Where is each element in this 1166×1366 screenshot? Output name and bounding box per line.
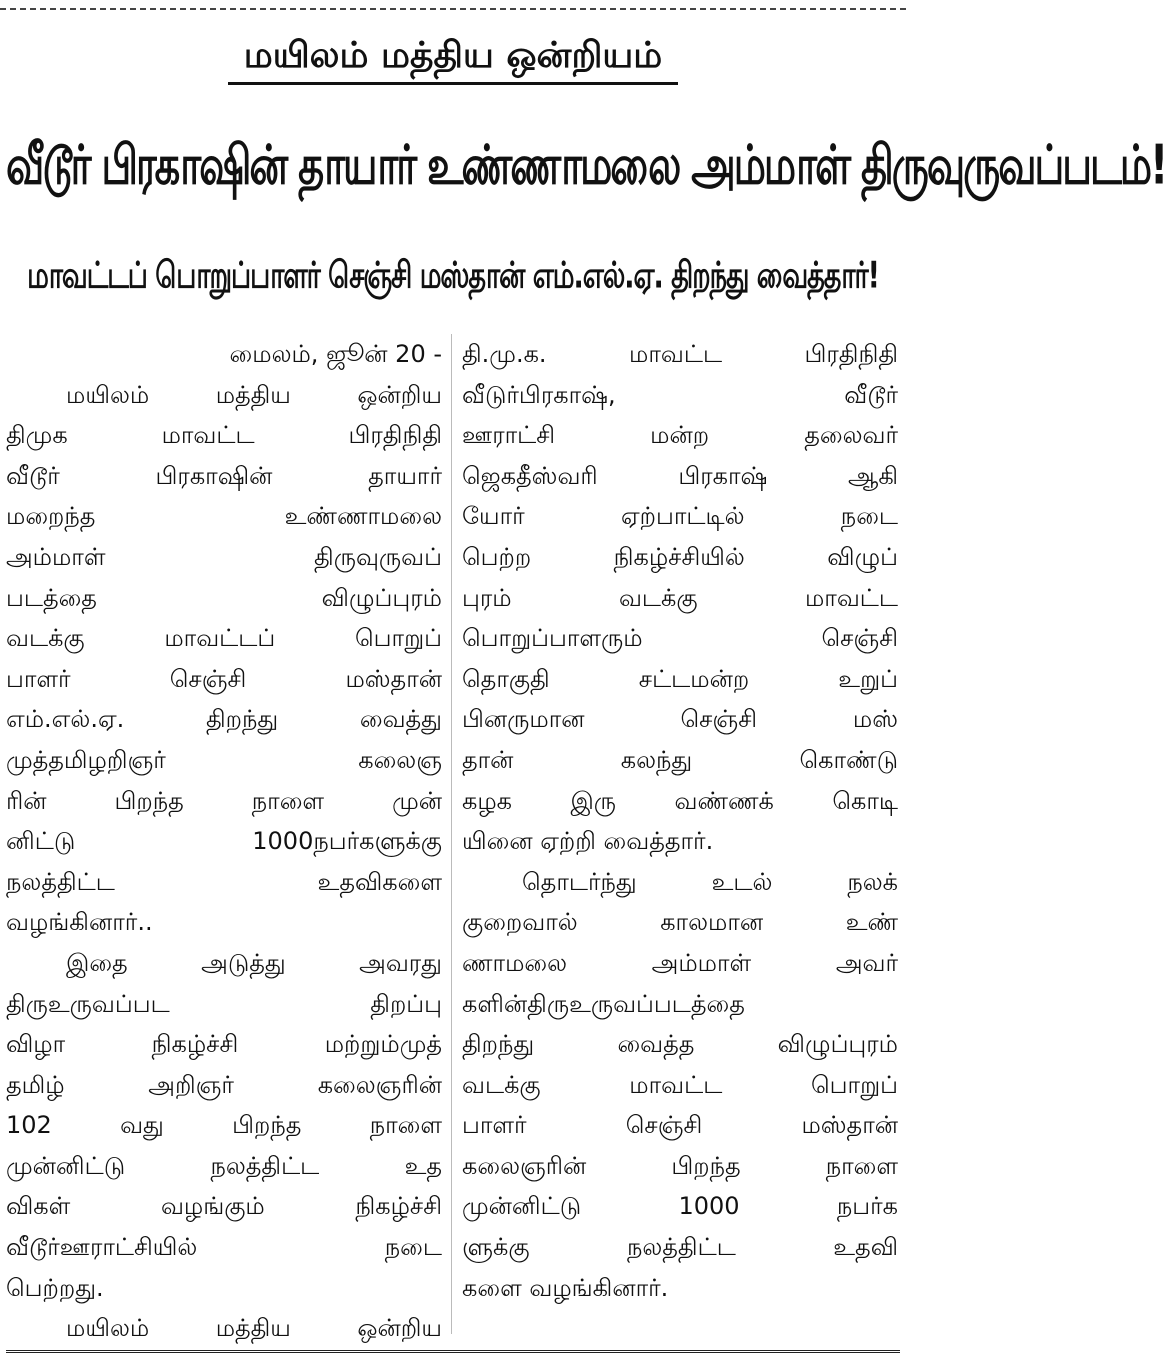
text-line: பொறுப்பாளரும் செஞ்சி: [462, 624, 898, 653]
dateline: மைலம், ஜூன் 20 -: [229, 340, 442, 368]
section-heading-text: மயிலம் மத்திய ஒன்றியம்: [228, 30, 679, 85]
text-line: வீடூர்ஊராட்சியில் நடை: [6, 1233, 442, 1262]
text-line: திமுக மாவட்ட பிரதிநிதி: [6, 421, 442, 450]
text-line: மயிலம் மத்திய ஒன்றிய: [66, 380, 442, 409]
text-line: விழா நிகழ்ச்சி மற்றும்முத்: [6, 1030, 442, 1059]
text-line: ளுக்கு நலத்திட்ட உதவி: [462, 1233, 898, 1262]
text-line: வீடூர் பிரகாஷின் தாயார்: [6, 461, 442, 490]
text-line: 102 வது பிறந்த நாளை: [6, 1111, 442, 1140]
text-line: தி.மு.க. மாவட்ட பிரதிநிதி: [462, 340, 898, 368]
text-line: களின்திருஉருவப்படத்தை: [462, 989, 745, 1018]
text-line: முத்தமிழறிஞர் கலைஞ: [6, 745, 442, 774]
text-line: இதை அடுத்து அவரது: [66, 948, 442, 977]
text-line: விகள் வழங்கும் நிகழ்ச்சி: [6, 1192, 442, 1221]
text-line: திருஉருவப்பட திறப்பு: [6, 989, 442, 1018]
text-line: கலைஞரின் பிறந்த நாளை: [462, 1151, 898, 1180]
text-line: குறைவால் காலமான உண்: [462, 908, 898, 937]
text-line: நலத்திட்ட உதவிகளை: [6, 867, 442, 896]
bottom-border: [6, 1350, 900, 1353]
text-line: புரம் வடக்கு மாவட்ட: [462, 583, 898, 612]
text-line: வடக்கு மாவட்ட பொறுப்: [462, 1070, 898, 1099]
text-line: பாளர் செஞ்சி மஸ்தான்: [462, 1111, 898, 1140]
text-line: ரின் பிறந்த நாளை முன்: [6, 786, 442, 815]
text-line: படத்தை விழுப்புரம்: [6, 583, 442, 612]
text-line: பெற்றது.: [6, 1273, 104, 1302]
text-line: வடக்கு மாவட்டப் பொறுப்: [6, 624, 442, 653]
text-line: தமிழ் அறிஞர் கலைஞரின்: [6, 1070, 442, 1099]
text-line: பாளர் செஞ்சி மஸ்தான்: [6, 664, 442, 693]
text-line: யினை ஏற்றி வைத்தார்.: [462, 827, 714, 856]
article-column-right: [462, 334, 898, 1308]
text-line: களை வழங்கினார்.: [462, 1273, 669, 1302]
text-line: கழக இரு வண்ணக் கொடி: [462, 786, 898, 815]
text-line: ஜெகதீஸ்வரி பிரகாஷ் ஆகி: [462, 461, 898, 490]
text-line: முன்னிட்டு 1000 நபர்க: [462, 1192, 898, 1221]
headline: வீடூர் பிரகாஷின் தாயார் உண்ணாமலை அம்மாள் திருவுருவப்படம்!: [6, 135, 1166, 198]
text-line: பினருமான செஞ்சி மஸ்: [462, 705, 898, 734]
text-line: பெற்ற நிகழ்ச்சியில் விழுப்: [462, 542, 898, 571]
text-line: அம்மாள் திருவுருவப்: [6, 542, 442, 571]
text-line: வீடுர்பிரகாஷ், வீடூர்: [462, 380, 898, 409]
text-line: ஊராட்சி மன்ற தலைவர்: [462, 421, 898, 450]
section-heading: [0, 30, 906, 85]
text-line: யோர் ஏற்பாட்டில் நடை: [462, 502, 898, 531]
text-line: முன்னிட்டு நலத்திட்ட உத: [6, 1151, 442, 1180]
subheadline: மாவட்டப் பொறுப்பாளர் செஞ்சி மஸ்தான் எம்.எல்.ஏ. திறந்து வைத்தார்!: [27, 254, 879, 297]
text-line: ணாமலை அம்மாள் அவர்: [462, 948, 898, 977]
top-dashed-border: [0, 8, 906, 10]
text-line: தொடர்ந்து உடல் நலக்: [522, 867, 898, 896]
text-line: மறைந்த உண்ணாமலை: [6, 502, 442, 531]
text-line: னிட்டு 1000நபர்களுக்கு: [6, 827, 442, 856]
text-line: மயிலம் மத்திய ஒன்றிய: [66, 1314, 442, 1343]
text-line: தான் கலந்து கொண்டு: [462, 745, 898, 774]
text-line: தொகுதி சட்டமன்ற உறுப்: [462, 664, 898, 693]
text-line: எம்.எல்.ஏ. திறந்து வைத்து: [6, 705, 442, 734]
column-divider: [451, 334, 452, 1334]
text-line: திறந்து வைத்த விழுப்புரம்: [462, 1030, 898, 1059]
article-column-left: [6, 334, 442, 1349]
text-line: வழங்கினார்..: [6, 908, 153, 937]
